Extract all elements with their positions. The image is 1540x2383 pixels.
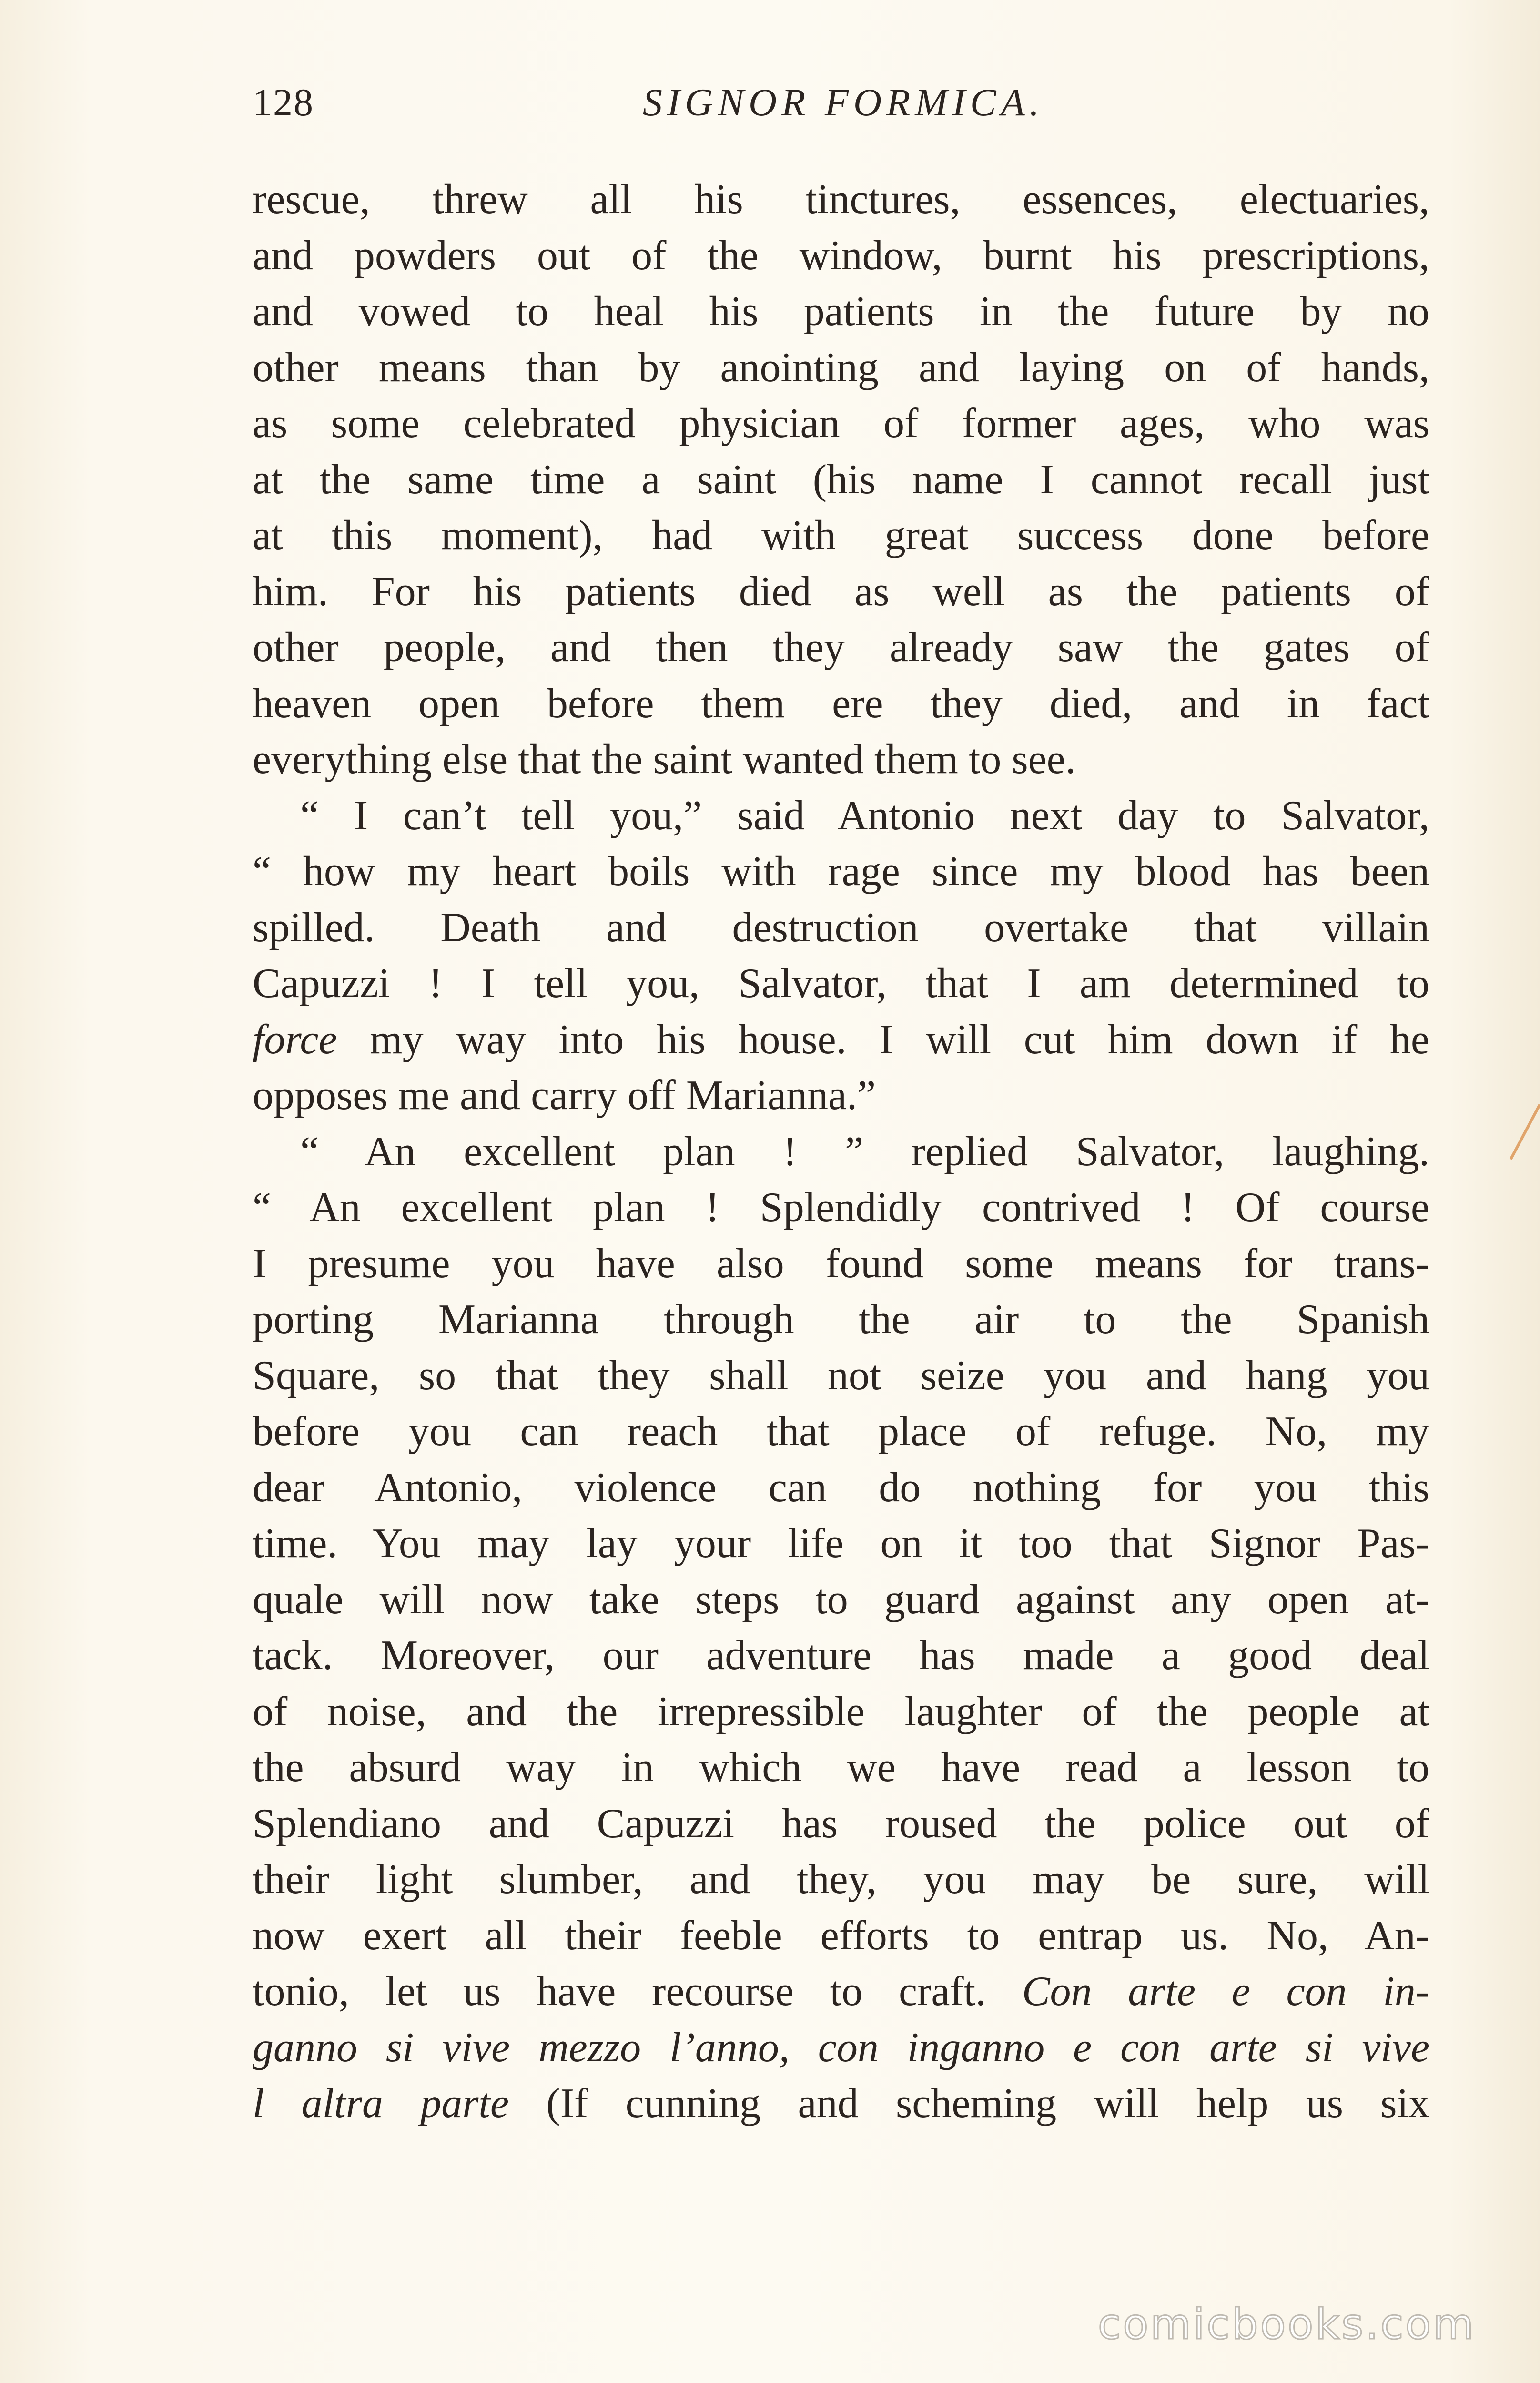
text-line: opposes me and carry off Marianna.”	[253, 1072, 876, 1119]
text-line: “ An excellent plan ! Splendidly contrived ! Of course	[253, 1184, 1429, 1231]
text-line: quale will now take steps to guard against any open at-	[253, 1576, 1429, 1623]
text-line	[253, 1012, 1429, 1068]
text-line: tack. Moreover, our adventure has made a good deal	[253, 1632, 1429, 1679]
italic-text: Con arte e con in-	[1022, 1968, 1429, 2015]
line-post: (If cunning and scheming will help us six	[509, 2080, 1429, 2127]
text-line: of noise, and the irrepressible laughter of the people at	[253, 1688, 1429, 1735]
text-line	[253, 2076, 1429, 2132]
text-line: as some celebrated physician of former ages, who was	[253, 400, 1429, 447]
text-line: Splendiano and Capuzzi has roused the police out of	[253, 1800, 1429, 1847]
italic-text: ganno si vive mezzo l’anno, con inganno e con arte si vive	[253, 2024, 1429, 2071]
text-line: time. You may lay your life on it too that Signor Pas-	[253, 1520, 1429, 1567]
text-line: dear Antonio, violence can do nothing for you this	[253, 1464, 1429, 1511]
text-line: I presume you have also found some means for trans-	[253, 1240, 1429, 1287]
text-line: other people, and then they already saw the gates of	[253, 624, 1429, 671]
page-number: 128	[253, 81, 314, 124]
italic-text: force	[253, 1016, 337, 1063]
text-line: their light slumber, and they, you may be sure, will	[253, 1856, 1429, 1903]
text-line: now exert all their feeble efforts to entrap us. No, An-	[253, 1912, 1429, 1959]
text-line	[253, 1964, 1429, 2020]
italic-text: l altra parte	[253, 2080, 509, 2127]
text-line: spilled. Death and destruction overtake that villain	[253, 904, 1429, 951]
text-line: “ how my heart boils with rage since my blood has been	[253, 848, 1429, 895]
running-title: SIGNOR FORMICA.	[642, 81, 1044, 124]
text-line: rescue, threw all his tinctures, essences, electuaries,	[253, 176, 1429, 223]
text-line: at the same time a saint (his name I cannot recall just	[253, 456, 1429, 503]
page-header	[253, 80, 1434, 137]
line-pre: tonio, let us have recourse to craft.	[253, 1968, 1022, 2015]
text-line: the absurd way in which we have read a lesson to	[253, 1744, 1429, 1791]
text-line: other means than by anointing and laying on of hands,	[253, 344, 1429, 391]
text-line: porting Marianna through the air to the Spanish	[253, 1296, 1429, 1343]
body-text	[253, 172, 1429, 2132]
line-post: my way into his house. I will cut him down if he	[337, 1016, 1429, 1063]
text-line: everything else that the saint wanted them to see.	[253, 736, 1076, 783]
text-line: Square, so that they shall not seize you and hang you	[253, 1352, 1429, 1399]
text-line: at this moment), had with great success done before	[253, 512, 1429, 559]
text-line: “ An excellent plan ! ” replied Salvator, laughing.	[300, 1128, 1429, 1175]
text-line: Capuzzi ! I tell you, Salvator, that I am determined to	[253, 960, 1429, 1007]
watermark: comicbooks.com	[1097, 2300, 1476, 2349]
text-line: and vowed to heal his patients in the future by no	[253, 288, 1429, 335]
text-line: “ I can’t tell you,” said Antonio next day to Salvator,	[300, 792, 1429, 839]
text-line: him. For his patients died as well as the patients of	[253, 568, 1429, 615]
text-line: heaven open before them ere they died, and in fact	[253, 680, 1429, 727]
text-line: and powders out of the window, burnt his prescriptions,	[253, 232, 1429, 279]
margin-mark	[1510, 1104, 1540, 1160]
text-line	[253, 2020, 1429, 2076]
text-line: before you can reach that place of refuge. No, my	[253, 1408, 1429, 1455]
